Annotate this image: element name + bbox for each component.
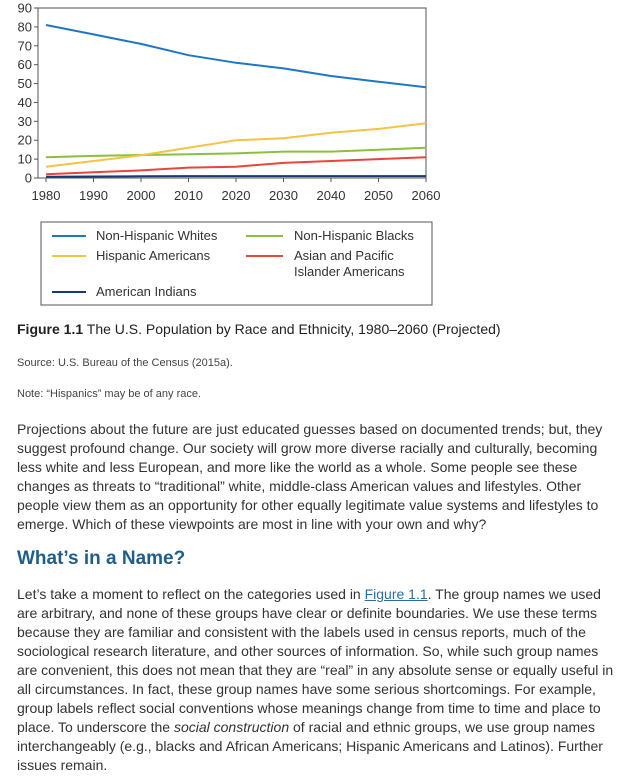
x-axis-ticks — [32, 178, 441, 203]
section-heading: What’s in a Name? — [17, 548, 186, 569]
x-tick-label: 2060 — [411, 188, 441, 203]
y-tick-label: 40 — [17, 94, 32, 110]
series-line-non-hispanic-blacks — [46, 148, 426, 157]
figure-link[interactable]: Figure 1.1 — [364, 586, 428, 602]
x-tick-label: 2010 — [174, 188, 203, 203]
figure-title: The U.S. Population by Race and Ethnicity, 1980–2060 (Projected) — [86, 321, 501, 337]
x-tick-label: 2000 — [126, 188, 156, 203]
figure-source: Source: U.S. Bureau of the Census (2015a). — [17, 357, 233, 369]
paragraph-names-text-3: of racial and ethnic groups, we use group names interchangeably (e.g., blacks and African Americans; Hispanic Americans and Latinos). Further issues remain. — [17, 719, 603, 773]
legend-label-blacks: Non-Hispanic Blacks — [294, 228, 414, 243]
legend-label-indians: American Indians — [96, 284, 197, 299]
x-tick-label: 2020 — [221, 188, 251, 203]
series-lines — [46, 25, 426, 177]
legend-label-hispanic: Hispanic Americans — [96, 248, 211, 263]
chart-legend — [41, 222, 432, 305]
paragraph-names-emphasis: social construction — [173, 719, 290, 735]
x-tick-label: 1980 — [31, 188, 61, 203]
y-tick-label: 60 — [17, 57, 32, 73]
legend-label-asian-line2: Islander Americans — [294, 264, 405, 279]
y-tick-label: 70 — [17, 38, 32, 54]
y-tick-label: 90 — [17, 0, 32, 16]
y-tick-label: 10 — [17, 151, 32, 167]
x-tick-label: 2030 — [269, 188, 298, 203]
paragraph-names-text-2: . The group names we used are arbitrary, and none of these groups have clear or definite boundaries. We use these terms because they are familiar and consistent with the labels used in census reports, much of the sociological research literature, and other sources of information. So, while such group names are convenient, this does not mean that they are “real” in any absolute sense or equally useful in all circumstances. In fact, these group names have some serious shortcomings. For example, group labels reflect social conventions whose meanings change from time to time and place to place. To underscore the — [17, 586, 614, 735]
y-axis-ticks — [18, 1, 38, 186]
series-line-american-indians — [46, 176, 426, 177]
x-tick-label: 2040 — [316, 188, 346, 203]
y-tick-label: 80 — [17, 19, 32, 35]
paragraph-names — [17, 585, 620, 775]
figure-note: Note: “Hispanics” may be of any race. — [17, 388, 202, 400]
figure-label: Figure 1.1 — [17, 321, 84, 337]
legend-label-whites: Non-Hispanic Whites — [96, 228, 218, 243]
series-line-non-hispanic-whites — [46, 25, 426, 87]
y-tick-label: 20 — [17, 132, 32, 148]
x-tick-label: 1990 — [79, 188, 108, 203]
legend-label-asian-line1: Asian and Pacific — [294, 248, 394, 263]
y-tick-label: 0 — [24, 170, 32, 186]
population-line-chart — [0, 0, 445, 310]
paragraph-names-text-1: Let’s take a moment to reflect on the categories used in — [17, 586, 365, 602]
figure-caption — [17, 321, 617, 337]
y-tick-label: 50 — [17, 76, 32, 92]
paragraph-projections: Projections about the future are just educated guesses based on documented trends; but, they suggest profound change. Our society will grow more diverse racially and culturally, becoming less white and less European, and more like the world as a whole. Some people see these changes as threats to “traditional” white, middle-class American values and lifestyles. Other people view them as an opportunity for other equally legitimate value systems and lifestyles to emerge. Which of these viewpoints are most in line with your own and why? — [17, 421, 603, 532]
x-tick-label: 2050 — [364, 188, 393, 203]
y-tick-label: 30 — [17, 113, 32, 129]
